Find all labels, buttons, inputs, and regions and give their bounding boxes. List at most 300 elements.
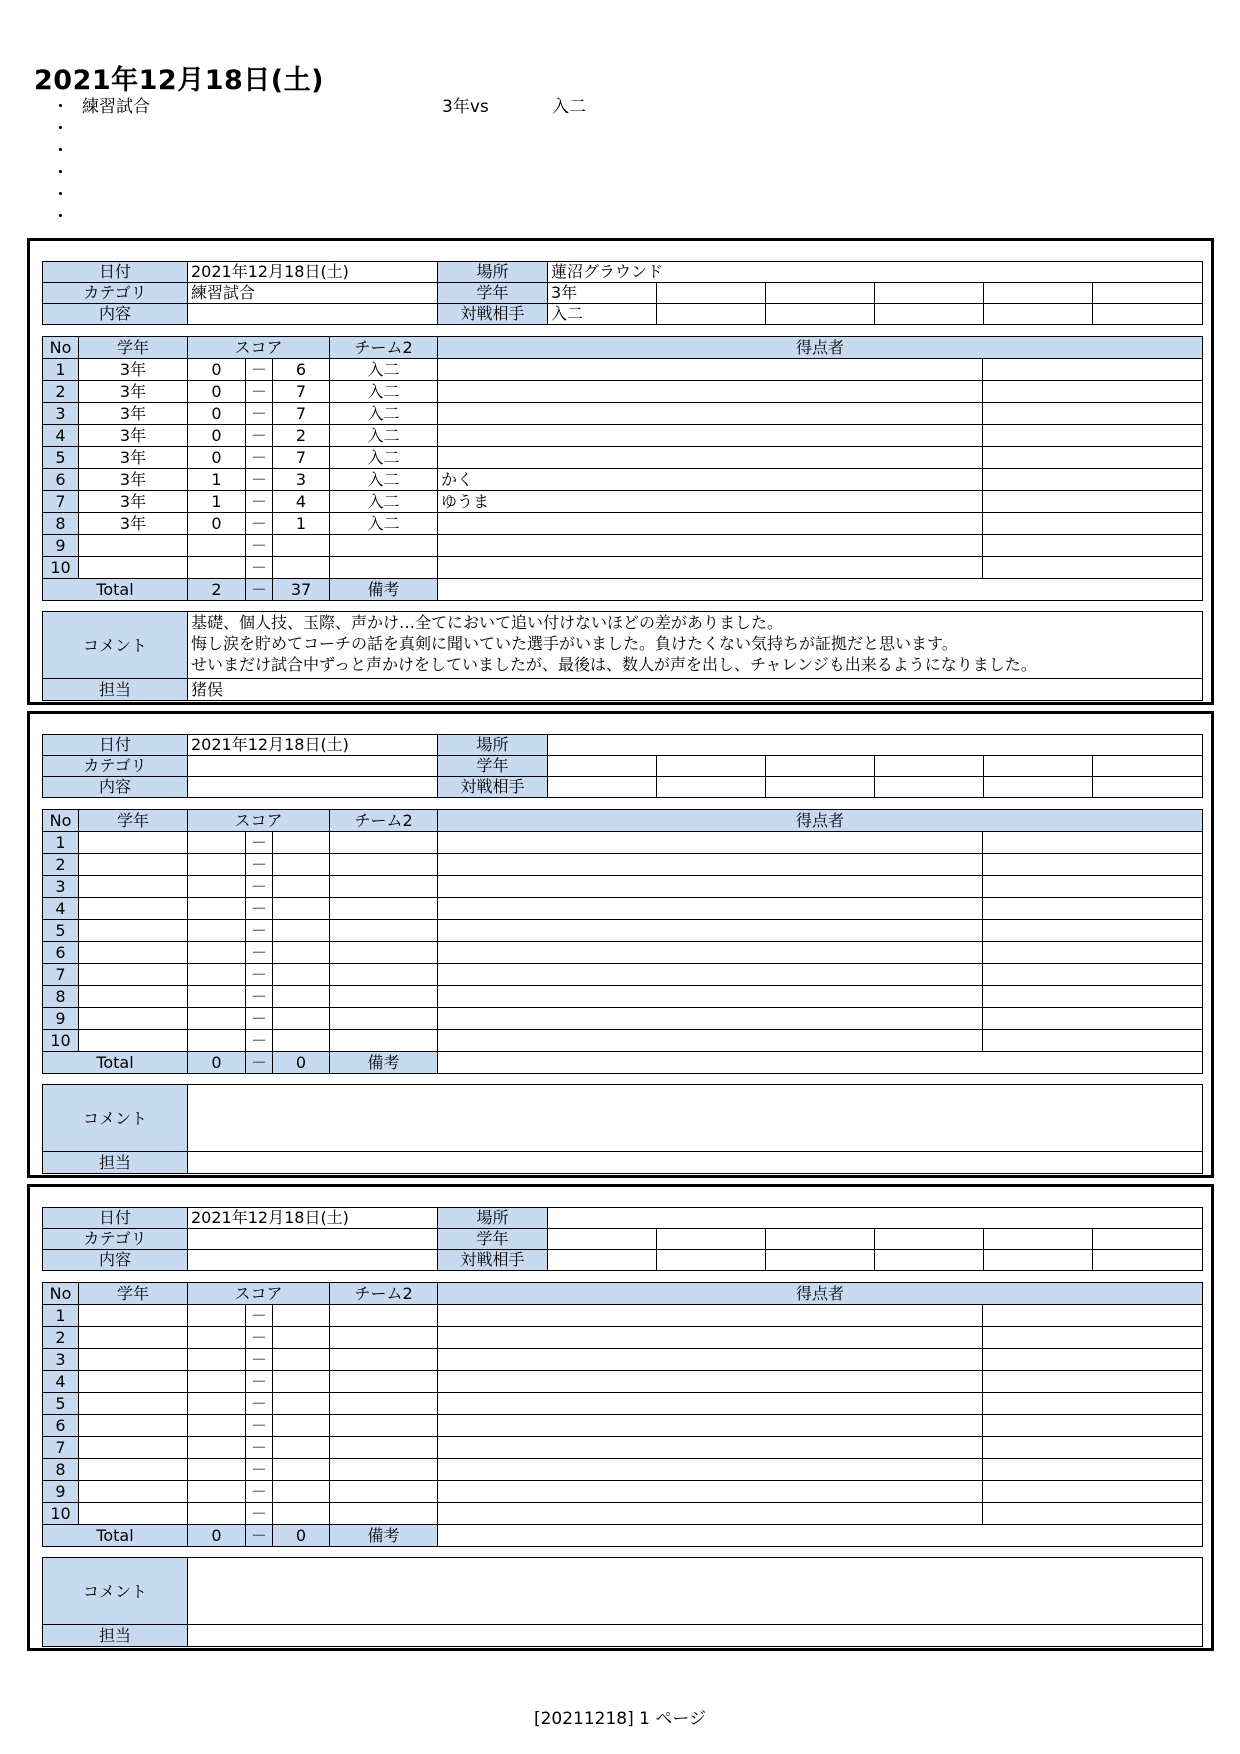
row-grade (79, 964, 188, 986)
row-no: 10 (43, 1503, 79, 1525)
table-row (43, 1349, 1203, 1371)
row-score-dash: － (246, 1503, 273, 1525)
row-score-home (188, 1415, 246, 1437)
row-score-home (188, 854, 246, 876)
comment-label: コメント (43, 1085, 188, 1152)
no-header: No (43, 337, 79, 359)
comment-text (188, 1558, 1203, 1625)
table-row (43, 447, 1203, 469)
row-grade (79, 986, 188, 1008)
score-header: スコア (188, 337, 330, 359)
row-scorer (438, 854, 983, 876)
row-score-dash: － (246, 491, 273, 513)
grade-label: 学年 (438, 283, 548, 304)
row-scorer (438, 1371, 983, 1393)
row-scorer-extra (983, 491, 1203, 513)
row-no: 6 (43, 1415, 79, 1437)
row-grade (79, 898, 188, 920)
row-score-dash: － (246, 381, 273, 403)
row-scorer (438, 513, 983, 535)
row-score-home: 0 (188, 513, 246, 535)
opponent-cell (984, 304, 1093, 325)
row-grade (79, 832, 188, 854)
row-score-home (188, 1327, 246, 1349)
row-scorer (438, 898, 983, 920)
grade-header: 学年 (79, 810, 188, 832)
row-scorer-extra (983, 1030, 1203, 1052)
row-score-home: 0 (188, 359, 246, 381)
score-header: スコア (188, 810, 330, 832)
comment-table (42, 1084, 1203, 1174)
row-score-home: 0 (188, 425, 246, 447)
place-label: 場所 (438, 262, 548, 283)
grade-value: 3年 (548, 283, 657, 304)
scorer-header: 得点者 (438, 1283, 1203, 1305)
table-row (43, 381, 1203, 403)
category-label: カテゴリ (43, 756, 188, 777)
row-score-home (188, 1349, 246, 1371)
row-no: 2 (43, 1327, 79, 1349)
score-table (42, 809, 1203, 1074)
grade-cell (657, 756, 766, 777)
no-header: No (43, 1283, 79, 1305)
row-score-dash: － (246, 876, 273, 898)
comment-line: 悔し涙を貯めてコーチの話を真剣に聞いていた選手がいました。負けたくない気持ちが証拠だと思います。 (191, 634, 958, 653)
row-scorer-extra (983, 1437, 1203, 1459)
row-no: 3 (43, 1349, 79, 1371)
person-label: 担当 (43, 1152, 188, 1174)
row-grade (79, 535, 188, 557)
row-no: 2 (43, 854, 79, 876)
row-scorer-extra (983, 854, 1203, 876)
row-team2 (330, 964, 438, 986)
grade-cell (657, 283, 766, 304)
row-score-away (273, 920, 330, 942)
opponent-label: 対戦相手 (438, 777, 548, 798)
grade-cell (1093, 283, 1203, 304)
comment-text (188, 612, 1203, 679)
row-score-away: 6 (273, 359, 330, 381)
row-score-away (273, 1030, 330, 1052)
content-value (188, 777, 438, 798)
row-grade: 3年 (79, 403, 188, 425)
row-score-home (188, 1503, 246, 1525)
opponent-cell (766, 777, 875, 798)
row-no: 5 (43, 447, 79, 469)
row-score-dash: － (246, 1349, 273, 1371)
bullet-mark: ・ (52, 185, 69, 205)
row-team2 (330, 1415, 438, 1437)
row-scorer-extra (983, 359, 1203, 381)
row-scorer-extra (983, 1349, 1203, 1371)
row-score-home: 1 (188, 469, 246, 491)
opponent-cell (1093, 777, 1203, 798)
row-team2: 入二 (330, 381, 438, 403)
row-score-home (188, 898, 246, 920)
row-grade (79, 1503, 188, 1525)
row-scorer (438, 986, 983, 1008)
bullet-mark: ・ (52, 163, 69, 183)
row-scorer-extra (983, 920, 1203, 942)
row-scorer-extra (983, 876, 1203, 898)
row-team2: 入二 (330, 469, 438, 491)
date-label: 日付 (43, 1208, 188, 1229)
opponent-cell (875, 777, 984, 798)
row-score-dash: － (246, 920, 273, 942)
row-team2 (330, 854, 438, 876)
table-row (43, 942, 1203, 964)
total-row (43, 1052, 1203, 1074)
person-value (188, 1625, 1203, 1647)
bullet-mark: ・ (52, 97, 69, 117)
row-scorer-extra (983, 986, 1203, 1008)
date-value: 2021年12月18日(土) (188, 262, 438, 283)
grade-cell (766, 756, 875, 777)
row-scorer (438, 381, 983, 403)
row-scorer (438, 359, 983, 381)
remarks-value (438, 1525, 1203, 1547)
remarks-value (438, 579, 1203, 601)
comment-table (42, 1557, 1203, 1647)
row-scorer-extra (983, 1481, 1203, 1503)
row-grade (79, 1349, 188, 1371)
row-scorer (438, 1393, 983, 1415)
row-scorer (438, 425, 983, 447)
row-scorer: かく (438, 469, 983, 491)
row-team2 (330, 1459, 438, 1481)
row-score-dash: － (246, 447, 273, 469)
row-no: 9 (43, 1008, 79, 1030)
grade-header: 学年 (79, 337, 188, 359)
row-score-dash: － (246, 1371, 273, 1393)
row-team2 (330, 1349, 438, 1371)
table-row (43, 832, 1203, 854)
category-value (188, 756, 438, 777)
row-no: 7 (43, 491, 79, 513)
row-team2: 入二 (330, 359, 438, 381)
row-score-dash: － (246, 557, 273, 579)
row-scorer (438, 1349, 983, 1371)
place-label: 場所 (438, 735, 548, 756)
row-score-home: 0 (188, 447, 246, 469)
remarks-label: 備考 (330, 1525, 438, 1547)
row-score-home (188, 986, 246, 1008)
row-team2 (330, 898, 438, 920)
row-score-away (273, 898, 330, 920)
row-no: 1 (43, 832, 79, 854)
row-scorer-extra (983, 447, 1203, 469)
opponent-label: 対戦相手 (438, 304, 548, 325)
row-grade (79, 1327, 188, 1349)
total-home: 0 (188, 1052, 246, 1074)
total-away: 0 (273, 1052, 330, 1074)
row-scorer-extra (983, 832, 1203, 854)
row-scorer (438, 964, 983, 986)
row-score-dash: － (246, 1481, 273, 1503)
scorer-header: 得点者 (438, 810, 1203, 832)
row-scorer (438, 832, 983, 854)
row-score-home (188, 1305, 246, 1327)
row-score-dash: － (246, 986, 273, 1008)
row-score-home (188, 1393, 246, 1415)
row-score-away (273, 986, 330, 1008)
table-row (43, 469, 1203, 491)
row-score-away (273, 1393, 330, 1415)
opponent-cell (1093, 1250, 1203, 1271)
row-no: 4 (43, 425, 79, 447)
row-score-dash: － (246, 359, 273, 381)
grade-header: 学年 (79, 1283, 188, 1305)
grade-cell (984, 1229, 1093, 1250)
person-value: 猪俣 (188, 679, 1203, 701)
row-grade (79, 876, 188, 898)
row-score-dash: － (246, 535, 273, 557)
opponent-value (548, 777, 657, 798)
row-grade (79, 942, 188, 964)
row-team2 (330, 1327, 438, 1349)
bullet-mark: ・ (52, 141, 69, 161)
row-scorer-extra (983, 1305, 1203, 1327)
row-scorer (438, 1481, 983, 1503)
comment-line: せいまだけ試合中ずっと声かけをしていましたが、最後は、数人が声を出し、チャレンジも出来るようになりました。 (191, 655, 1037, 674)
row-grade: 3年 (79, 469, 188, 491)
row-team2 (330, 1481, 438, 1503)
row-no: 3 (43, 876, 79, 898)
page-footer: [20211218] 1 ページ (533, 1709, 707, 1729)
row-grade: 3年 (79, 447, 188, 469)
place-value: 蓮沼グラウンド (548, 262, 1203, 283)
row-team2: 入二 (330, 403, 438, 425)
row-scorer (438, 403, 983, 425)
row-score-dash: － (246, 403, 273, 425)
row-team2 (330, 920, 438, 942)
opponent-cell (984, 1250, 1093, 1271)
row-score-dash: － (246, 1437, 273, 1459)
row-score-away (273, 1349, 330, 1371)
table-row (43, 1305, 1203, 1327)
person-value (188, 1152, 1203, 1174)
row-scorer (438, 1030, 983, 1052)
row-score-away (273, 1415, 330, 1437)
opponent-label: 対戦相手 (438, 1250, 548, 1271)
category-label: カテゴリ (43, 283, 188, 304)
table-row (43, 964, 1203, 986)
row-grade (79, 1393, 188, 1415)
row-score-home (188, 1437, 246, 1459)
row-no: 8 (43, 1459, 79, 1481)
table-row (43, 1030, 1203, 1052)
row-scorer-extra (983, 557, 1203, 579)
bullet-vs: 3年vs (442, 97, 489, 117)
row-team2 (330, 1305, 438, 1327)
row-no: 4 (43, 898, 79, 920)
content-value (188, 304, 438, 325)
table-row (43, 1437, 1203, 1459)
opponent-value: 入二 (548, 304, 657, 325)
table-row (43, 403, 1203, 425)
row-scorer-extra (983, 1008, 1203, 1030)
no-header: No (43, 810, 79, 832)
total-dash: － (246, 1525, 273, 1547)
row-score-away (273, 1503, 330, 1525)
row-scorer-extra (983, 535, 1203, 557)
row-score-home (188, 1481, 246, 1503)
bullet-opponent: 入二 (552, 97, 586, 117)
grade-cell (1093, 756, 1203, 777)
row-grade: 3年 (79, 513, 188, 535)
total-home: 0 (188, 1525, 246, 1547)
comment-label: コメント (43, 612, 188, 679)
row-scorer (438, 1305, 983, 1327)
row-score-away (273, 535, 330, 557)
row-score-home (188, 942, 246, 964)
row-no: 4 (43, 1371, 79, 1393)
row-score-away (273, 557, 330, 579)
row-team2: 入二 (330, 425, 438, 447)
row-score-home (188, 1459, 246, 1481)
row-scorer (438, 447, 983, 469)
row-grade (79, 557, 188, 579)
total-dash: － (246, 579, 273, 601)
row-score-home (188, 920, 246, 942)
date-label: 日付 (43, 262, 188, 283)
remarks-label: 備考 (330, 1052, 438, 1074)
row-grade (79, 920, 188, 942)
row-team2 (330, 535, 438, 557)
score-table (42, 1282, 1203, 1547)
row-score-home (188, 964, 246, 986)
row-grade (79, 854, 188, 876)
row-scorer-extra (983, 425, 1203, 447)
row-score-away (273, 1481, 330, 1503)
row-team2 (330, 1393, 438, 1415)
row-no: 10 (43, 557, 79, 579)
row-team2 (330, 832, 438, 854)
row-scorer-extra (983, 1415, 1203, 1437)
row-grade (79, 1459, 188, 1481)
bullet-item (52, 118, 752, 140)
row-scorer-extra (983, 1327, 1203, 1349)
date-label: 日付 (43, 735, 188, 756)
row-grade: 3年 (79, 425, 188, 447)
row-score-dash: － (246, 1327, 273, 1349)
category-label: カテゴリ (43, 1229, 188, 1250)
row-scorer (438, 876, 983, 898)
row-scorer-extra (983, 469, 1203, 491)
bullet-item (52, 206, 752, 228)
table-row (43, 898, 1203, 920)
bullet-mark: ・ (52, 119, 69, 139)
remarks-value (438, 1052, 1203, 1074)
table-row (43, 876, 1203, 898)
row-score-dash: － (246, 1415, 273, 1437)
bullet-item (52, 96, 752, 118)
table-row (43, 557, 1203, 579)
row-no: 8 (43, 513, 79, 535)
row-score-away (273, 942, 330, 964)
row-score-home (188, 1371, 246, 1393)
grade-cell (1093, 1229, 1203, 1250)
row-scorer (438, 942, 983, 964)
row-score-home: 0 (188, 403, 246, 425)
row-scorer-extra (983, 1503, 1203, 1525)
bullet-item (52, 140, 752, 162)
grade-label: 学年 (438, 1229, 548, 1250)
row-grade (79, 1437, 188, 1459)
match-info-table (42, 1207, 1203, 1271)
date-value: 2021年12月18日(土) (188, 1208, 438, 1229)
remarks-label: 備考 (330, 579, 438, 601)
row-scorer-extra (983, 1371, 1203, 1393)
grade-cell (657, 1229, 766, 1250)
opponent-cell (657, 777, 766, 798)
grade-cell (766, 283, 875, 304)
row-score-dash: － (246, 1008, 273, 1030)
row-scorer-extra (983, 942, 1203, 964)
row-score-away (273, 854, 330, 876)
row-score-home (188, 535, 246, 557)
total-label: Total (43, 579, 188, 601)
row-team2: 入二 (330, 513, 438, 535)
row-no: 7 (43, 964, 79, 986)
row-no: 1 (43, 1305, 79, 1327)
row-team2 (330, 942, 438, 964)
opponent-cell (875, 1250, 984, 1271)
content-value (188, 1250, 438, 1271)
table-row (43, 854, 1203, 876)
row-scorer (438, 1415, 983, 1437)
row-scorer (438, 557, 983, 579)
match-record-block (27, 711, 1214, 1178)
opponent-cell (875, 304, 984, 325)
table-row (43, 535, 1203, 557)
comment-label: コメント (43, 1558, 188, 1625)
row-score-home: 0 (188, 381, 246, 403)
grade-cell (875, 283, 984, 304)
team2-header: チーム2 (330, 1283, 438, 1305)
row-grade (79, 1415, 188, 1437)
row-score-dash: － (246, 469, 273, 491)
row-score-dash: － (246, 1393, 273, 1415)
scorer-header: 得点者 (438, 337, 1203, 359)
row-score-home: 1 (188, 491, 246, 513)
row-score-away (273, 964, 330, 986)
table-row (43, 513, 1203, 535)
row-no: 2 (43, 381, 79, 403)
row-no: 6 (43, 942, 79, 964)
table-row (43, 1481, 1203, 1503)
total-row (43, 1525, 1203, 1547)
person-label: 担当 (43, 679, 188, 701)
row-no: 1 (43, 359, 79, 381)
row-no: 9 (43, 535, 79, 557)
row-team2 (330, 1371, 438, 1393)
row-team2 (330, 1030, 438, 1052)
row-score-away (273, 1371, 330, 1393)
row-scorer (438, 535, 983, 557)
row-score-away: 4 (273, 491, 330, 513)
row-scorer-extra (983, 964, 1203, 986)
opponent-cell (657, 1250, 766, 1271)
row-team2: 入二 (330, 447, 438, 469)
opponent-value (548, 1250, 657, 1271)
place-value (548, 1208, 1203, 1229)
row-grade (79, 1481, 188, 1503)
team2-header: チーム2 (330, 337, 438, 359)
row-score-dash: － (246, 513, 273, 535)
row-no: 7 (43, 1437, 79, 1459)
place-value (548, 735, 1203, 756)
